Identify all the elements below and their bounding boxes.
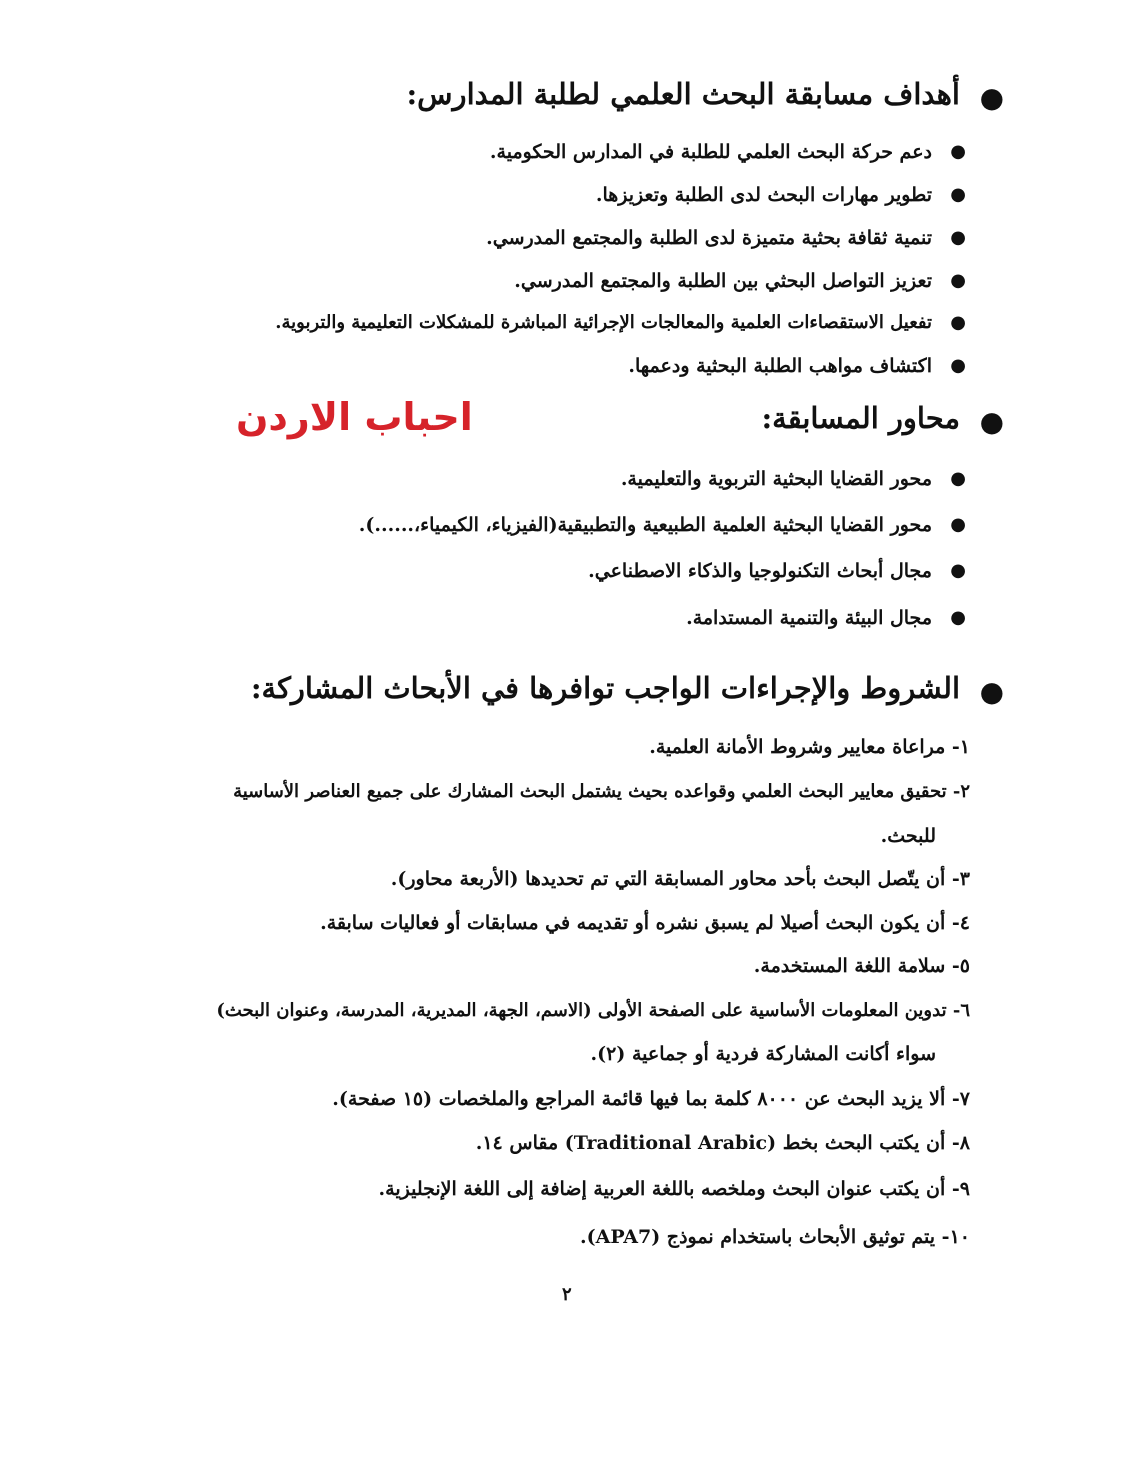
section-heading-goals <box>406 77 1004 114</box>
goal-text: تفعيل الاستقصاءات العلمية والمعالجات الإجرائية المباشرة للمشكلات التعليمية والتربوية. <box>275 312 932 333</box>
heading-text: محاور المسابقة: <box>761 401 960 435</box>
goal-item <box>275 312 966 333</box>
bullet-icon: ● <box>950 270 966 291</box>
bullet-icon: ● <box>950 184 966 205</box>
condition-item: ٤- أن يكون البحث أصيلا لم يسبق نشره أو تقديمه في مسابقات أو فعاليات سابقة. <box>320 912 970 934</box>
condition-item-continued: سواء أكانت المشاركة فردية أو جماعية (٢). <box>590 1043 936 1065</box>
condition-item: ٥- سلامة اللغة المستخدمة. <box>753 955 970 977</box>
goal-text: دعم حركة البحث العلمي للطلبة في المدارس الحكومية. <box>489 141 932 163</box>
goal-item <box>628 355 966 377</box>
axis-text: محور القضايا البحثية العلمية الطبيعية والتطبيقية(الفيزياء، الكيمياء،......). <box>358 514 932 536</box>
axis-item <box>588 560 966 582</box>
goal-item <box>486 227 966 249</box>
axis-text: مجال البيئة والتنمية المستدامة. <box>686 607 932 629</box>
section-heading-axes <box>761 401 1004 438</box>
condition-item: ٧- ألا يزيد البحث عن ٨٠٠٠ كلمة بما فيها قائمة المراجع والملخصات (١٥ صفحة). <box>332 1088 970 1110</box>
goal-item <box>489 141 966 163</box>
goal-item <box>595 184 966 206</box>
bullet-icon: ● <box>979 405 1004 438</box>
goal-text: اكتشاف مواهب الطلبة البحثية ودعمها. <box>628 355 932 377</box>
bullet-icon: ● <box>979 81 1004 114</box>
bullet-icon: ● <box>950 607 966 628</box>
condition-item-continued: للبحث. <box>880 825 936 847</box>
bullet-icon: ● <box>950 227 966 248</box>
bullet-icon: ● <box>979 675 1004 708</box>
page-number: ٢ <box>562 1284 572 1305</box>
bullet-icon: ● <box>950 560 966 581</box>
bullet-icon: ● <box>950 355 966 376</box>
condition-item: ١- مراعاة معايير وشروط الأمانة العلمية. <box>649 736 970 758</box>
condition-item: ٦- تدوين المعلومات الأساسية على الصفحة الأولى (الاسم، الجهة، المديرية، المدرسة، وعنوان البحث) <box>216 1000 970 1021</box>
heading-text: أهداف مسابقة البحث العلمي لطلبة المدارس: <box>406 77 960 111</box>
condition-item: ٢- تحقيق معايير البحث العلمي وقواعده بحيث يشتمل البحث المشارك على جميع العناصر الأساسية <box>233 781 970 802</box>
goal-text: تطوير مهارات البحث لدى الطلبة وتعزيزها. <box>595 184 932 206</box>
bullet-icon: ● <box>950 312 966 333</box>
axis-item <box>358 514 966 536</box>
condition-item: ٨- أن يكتب البحث بخط (Traditional Arabic) مقاس ١٤. <box>475 1132 970 1154</box>
bullet-icon: ● <box>950 514 966 535</box>
axis-item <box>686 607 966 629</box>
bullet-icon: ● <box>950 468 966 489</box>
goal-item <box>514 270 966 292</box>
condition-item: ٣- أن يتّصل البحث بأحد محاور المسابقة التي تم تحديدها (الأربعة محاور). <box>390 868 970 890</box>
heading-text: الشروط والإجراءات الواجب توافرها في الأبحاث المشاركة: <box>250 671 960 705</box>
condition-item: ١٠- يتم توثيق الأبحاث باستخدام نموذج (APA7). <box>579 1226 970 1248</box>
goal-text: تعزيز التواصل البحثي بين الطلبة والمجتمع المدرسي. <box>514 270 932 292</box>
axis-text: مجال أبحاث التكنولوجيا والذكاء الاصطناعي. <box>588 560 932 582</box>
section-heading-conditions <box>250 671 1004 708</box>
axis-text: محور القضايا البحثية التربوية والتعليمية. <box>620 468 932 490</box>
watermark-text: احباب الاردن <box>236 395 473 439</box>
bullet-icon: ● <box>950 141 966 162</box>
condition-item: ٩- أن يكتب عنوان البحث وملخصه باللغة العربية إضافة إلى اللغة الإنجليزية. <box>378 1178 970 1200</box>
axis-item <box>620 468 966 490</box>
goal-text: تنمية ثقافة بحثية متميزة لدى الطلبة والمجتمع المدرسي. <box>486 227 932 249</box>
